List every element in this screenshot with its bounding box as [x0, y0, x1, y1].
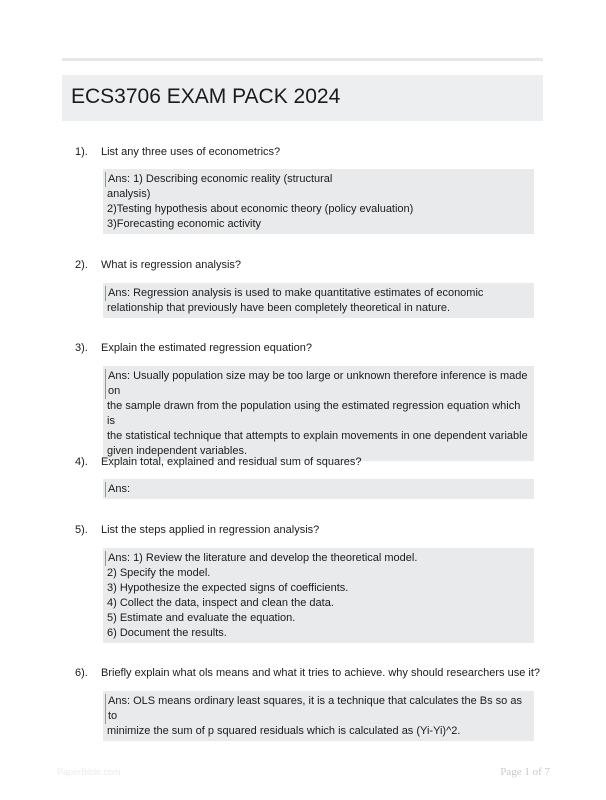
answer-line: Ans: 1) Describing economic reality (structural — [105, 172, 528, 187]
answer-line: relationship that previously have been completely theoretical in nature. — [107, 302, 451, 314]
answer-line: the statistical technique that attempts to explain movements in one dependent variable — [107, 430, 528, 442]
question-number: 4). — [75, 456, 88, 468]
answer-box-2 — [103, 283, 534, 318]
answer-line: 2)Testing hypothesis about economic theory (policy evaluation) — [107, 203, 414, 215]
answer-line: 6) Document the results. — [107, 627, 227, 639]
top-divider — [62, 58, 543, 61]
question-text: List the steps applied in regression analysis? — [101, 524, 320, 536]
answer-box-6 — [103, 691, 534, 741]
answer-line: 5) Estimate and evaluate the equation. — [107, 612, 296, 624]
answer-box-5 — [103, 548, 534, 643]
question-number: 2). — [75, 259, 88, 271]
question-text: List any three uses of econometrics? — [101, 146, 281, 158]
answer-line: Ans: Regression analysis is used to make quantitative estimates of economic — [105, 286, 528, 301]
question-text: What is regression analysis? — [101, 259, 242, 271]
answer-line: 3) Hypothesize the expected signs of coefficients. — [107, 582, 349, 594]
question-text: Explain total, explained and residual sum of squares? — [101, 456, 362, 468]
question-text: Explain the estimated regression equation? — [101, 342, 312, 354]
answer-line: the sample drawn from the population using the estimated regression equation which is — [107, 400, 524, 427]
question-number: 1). — [75, 146, 88, 158]
title-banner — [62, 75, 543, 121]
question-number: 6). — [75, 667, 88, 679]
answer-line: Ans: Usually population size may be too large or unknown therefore inference is made on — [105, 369, 528, 399]
answer-box-4 — [103, 479, 534, 499]
question-text: Briefly explain what ols means and what it tries to achieve. why should researchers use it? — [101, 667, 540, 679]
question-number: 5). — [75, 524, 88, 536]
question-number: 3). — [75, 342, 88, 354]
answer-line: Ans: 1) Review the literature and develop the theoretical model. — [105, 551, 528, 566]
answer-line: 4) Collect the data, inspect and clean the data. — [107, 597, 334, 609]
answer-line: given independent variables. — [107, 445, 248, 457]
answer-box-3 — [103, 366, 534, 461]
answer-line: 3)Forecasting economic activity — [107, 218, 262, 230]
page-title: ECS3706 EXAM PACK 2024 — [71, 85, 341, 108]
answer-box-1 — [103, 169, 534, 234]
answer-line: analysis) — [107, 188, 151, 200]
answer-line: Ans: OLS means ordinary least squares, it is a technique that calculates the Bs so as to — [105, 694, 528, 724]
answer-line: 2) Specify the model. — [107, 567, 211, 579]
footer-watermark: PaperBible.com — [57, 767, 121, 777]
page-number: Page 1 of 7 — [500, 766, 550, 778]
answer-line: minimize the sum of p squared residuals which is calculated as (Yi-Yi)^2. — [107, 725, 461, 737]
answer-line: Ans: — [105, 482, 528, 497]
